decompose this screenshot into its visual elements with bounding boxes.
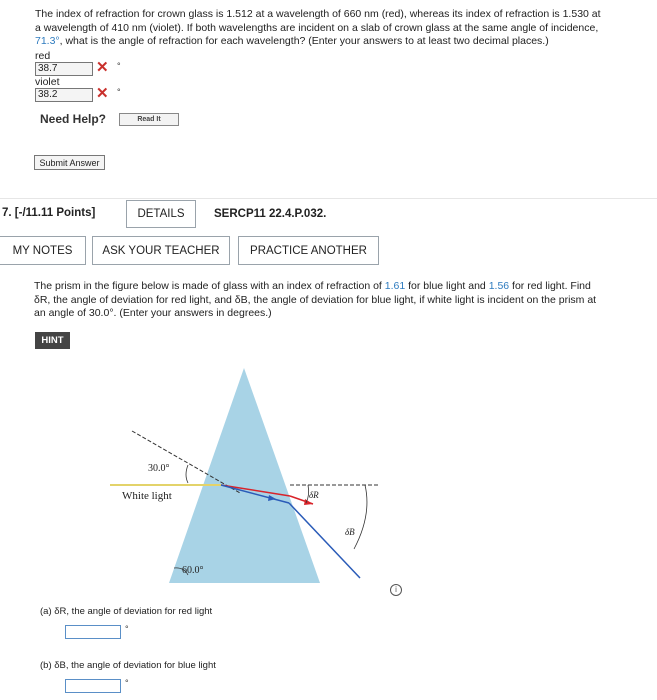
question7-line1: The prism in the figure below is made of glass with an index of refraction of 1.61 for blue light and 1.56 for red light. Find (34, 280, 591, 292)
violet-degree-unit: ° (117, 87, 121, 97)
violet-label: violet (35, 76, 60, 88)
red-answer-input[interactable]: 38.7 (35, 62, 93, 76)
red-degree-unit: ° (117, 61, 121, 71)
apex-angle-label: 60.0° (182, 565, 204, 576)
question6-line1: The index of refraction for crown glass is 1.512 at a wavelength of 660 nm (red), whereas its index of refraction is 1.530 at (35, 8, 601, 20)
details-button[interactable]: DETAILS (126, 200, 196, 228)
part-b-label: (b) δB, the angle of deviation for blue light (40, 660, 216, 671)
incident-angle-arc (186, 465, 188, 483)
section-divider (0, 198, 657, 199)
delta-r-label: δR (309, 490, 319, 500)
question7-text (34, 280, 654, 321)
question7-line3: an angle of 30.0°. (Enter your answers in degrees.) (34, 307, 272, 319)
part-a-degree-unit: ° (125, 624, 129, 634)
problem-code: SERCP11 22.4.P.032. (214, 208, 327, 220)
submit-answer-button[interactable]: Submit Answer (34, 155, 105, 170)
incorrect-x-icon: ✕ (96, 85, 109, 102)
question7-points-header: 7. [-/11.11 Points] (2, 207, 96, 219)
part-b-answer-input[interactable] (65, 679, 121, 693)
white-light-label: White light (122, 490, 172, 502)
part-b-degree-unit: ° (125, 678, 129, 688)
question6-line2: a wavelength of 410 nm (violet). If both wavelengths are incident on a slab of crown glass at the same angle of incidence, (35, 21, 599, 34)
practice-another-button[interactable]: PRACTICE ANOTHER (238, 236, 379, 265)
n-red-value: 1.56 (488, 280, 510, 292)
incorrect-x-icon: ✕ (96, 59, 109, 76)
ask-your-teacher-button[interactable]: ASK YOUR TEACHER (92, 236, 230, 265)
incident-angle-label: 30.0° (148, 463, 170, 474)
question6-line3: 71.3°, what is the angle of refraction for each wavelength? (Enter your answers to at least two decimal places.) (35, 35, 549, 47)
question6-text (35, 8, 655, 49)
need-help-label: Need Help? (40, 112, 107, 126)
part-a-label: (a) δR, the angle of deviation for red light (40, 606, 213, 617)
incidence-angle-value: 71.3° (35, 35, 60, 47)
part-a-answer-input[interactable] (65, 625, 121, 639)
delta-b-arc (354, 485, 367, 549)
read-it-button[interactable]: Read It (119, 113, 179, 126)
violet-answer-input[interactable]: 38.2 (35, 88, 93, 102)
info-icon[interactable]: i (390, 584, 402, 596)
prism-figure (110, 365, 380, 595)
hint-button[interactable]: HINT (35, 332, 70, 349)
my-notes-button[interactable]: MY NOTES (0, 236, 86, 265)
prism-shape (169, 368, 320, 583)
delta-b-label: δB (345, 527, 355, 537)
n-blue-value: 1.61 (384, 280, 406, 292)
question7-line2: δR, the angle of deviation for red light, and δB, the angle of deviation for blue light, if white light is incident on the prism at (34, 293, 597, 306)
red-label: red (35, 50, 51, 62)
